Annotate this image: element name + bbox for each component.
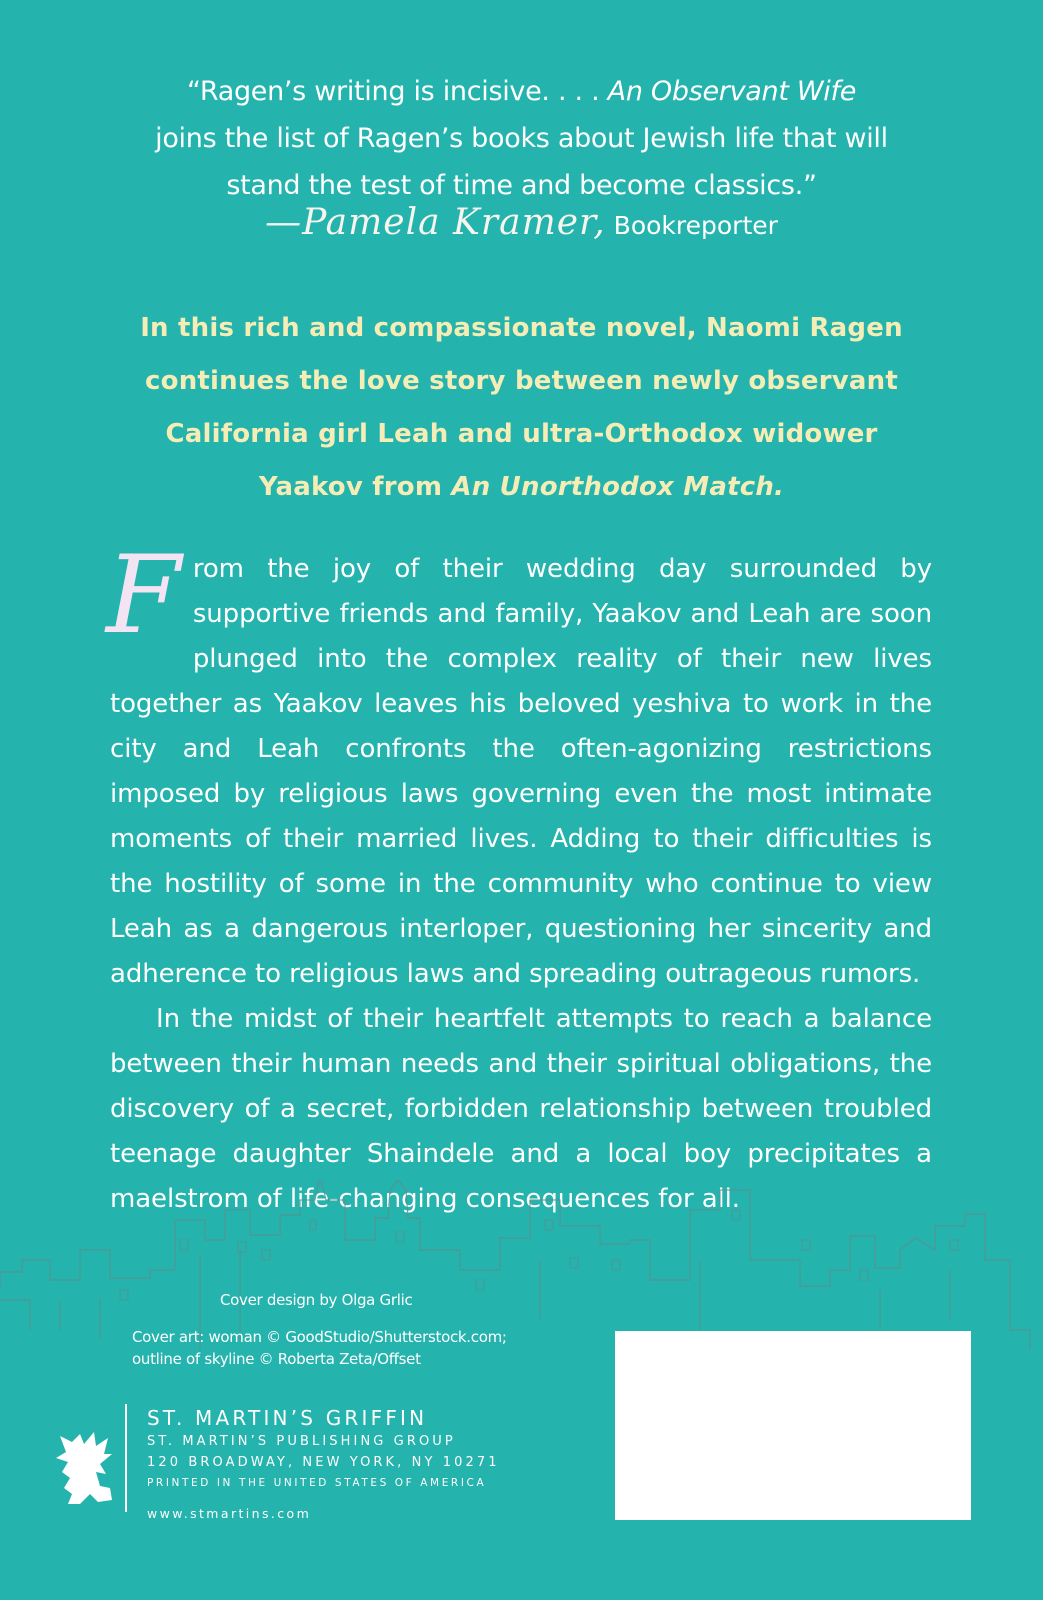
publisher-url[interactable]: www.stmartins.com: [147, 1506, 312, 1521]
review-quote: [140, 68, 903, 209]
blurb-book-title: An Unorthodox Match.: [451, 472, 785, 502]
publisher-address: 120 BROADWAY, NEW YORK, NY 10271: [147, 1455, 500, 1470]
blurb-line3: California girl Leah and ultra-Orthodox widower: [165, 419, 878, 449]
quote-attribution: [0, 202, 1043, 243]
griffin-logo-icon: [50, 1428, 118, 1508]
drop-cap: F: [106, 533, 181, 658]
description-paragraph-2: In the midst of their heartfelt attempts to reach a balance between their human needs and their spiritual obligations, the discovery of a secret, forbidden relationship between troubled teenage daughter Shaindele and a local boy precipitates a maelstrom of life-changing consequences for all.: [110, 1004, 932, 1214]
printed-in: PRINTED IN THE UNITED STATES OF AMERICA: [147, 1477, 487, 1489]
cover-art-credit-line1: Cover art: woman © GoodStudio/Shutterstock.com;: [132, 1328, 507, 1346]
publisher-divider: [125, 1404, 127, 1512]
blurb-line4-pre: Yaakov from: [258, 472, 452, 502]
barcode-area: [615, 1331, 971, 1520]
quote-line2: joins the list of Ragen’s books about Jewish life that will: [155, 123, 888, 154]
publisher-group: ST. MARTIN’S PUBLISHING GROUP: [147, 1434, 456, 1449]
quote-author: —Pamela Kramer,: [265, 202, 606, 243]
blurb-line1: In this rich and compassionate novel, Naomi Ragen: [140, 313, 903, 343]
publisher-name: ST. MARTIN’S GRIFFIN: [147, 1406, 428, 1430]
cover-design-credit: Cover design by Olga Grlic: [220, 1291, 413, 1309]
paragraph-1-text: rom the joy of their wedding day surrounded by supportive friends and family, Yaakov and Leah are soon plunged into the complex reality of their new lives together as Yaakov leaves his beloved yeshiva to work in the city and Leah confronts the often-agonizing restrictions imposed by religious laws governing even the most intimate moments of their married lives. Adding to their difficulties is the hostility of some in the community who continue to view Leah as a dangerous interloper, questioning her sincerity and adherence to religious laws and spreading outrageous rumors.: [110, 554, 932, 989]
blurb-line2: continues the love story between newly observant: [145, 366, 898, 396]
description-paragraph-1: [106, 533, 932, 997]
cover-art-credit-line2: outline of skyline © Roberta Zeta/Offset: [132, 1350, 421, 1368]
blurb: [120, 302, 923, 514]
quote-source: Bookreporter: [613, 211, 778, 240]
quote-line3: stand the test of time and become classics.”: [226, 170, 817, 201]
publisher-info: [147, 1405, 500, 1521]
quote-line1-pre: “Ragen’s writing is incisive. . . .: [186, 76, 608, 107]
description: [106, 533, 932, 1222]
cover-art-credit: [132, 1326, 507, 1370]
quote-book-title: An Observant Wife: [607, 76, 857, 107]
